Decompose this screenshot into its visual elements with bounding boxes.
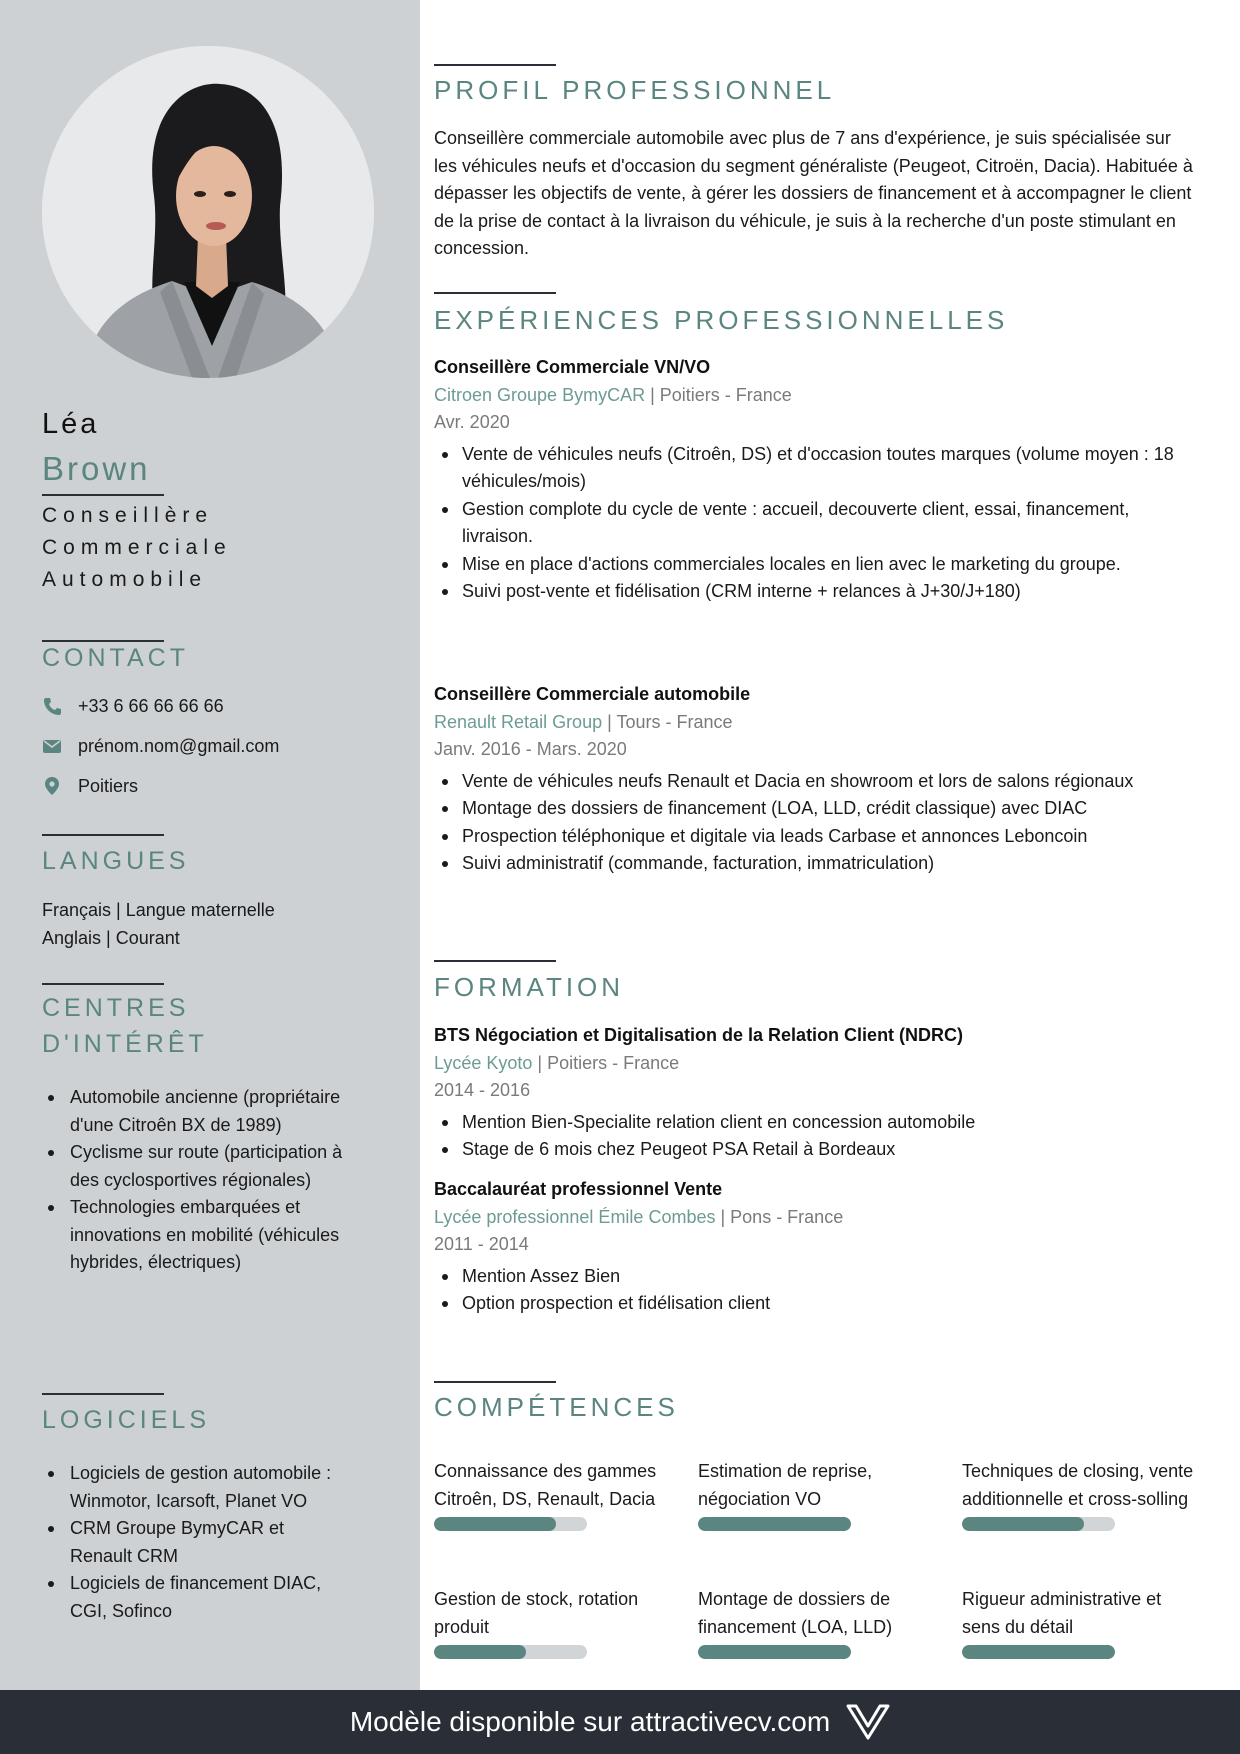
mail-icon (42, 736, 62, 756)
school-line (434, 1050, 1194, 1078)
job-dates: Janv. 2016 - Mars. 2020 (434, 739, 627, 759)
summary-text: Conseillère commerciale automobile avec plus de 7 ans d'expérience, je suis spécialisée sur les véhicules neufs et d'occasion du segment généraliste (Peugeot, Citroën, Dacia). Habituée à dépasser les objectifs de vente, à gérer les dossiers de financement et à accompagner le client de la prise de contact à la livraison du véhicule, je suis à la recherche d'un poste stimulant en concession. (434, 128, 1193, 258)
summary-heading: PROFIL PROFESSIONNEL (434, 75, 836, 105)
education-bullet: Mention Assez Bien (434, 1263, 1194, 1291)
job-bullet: Gestion complote du cycle de vente : accueil, decouverte client, essai, financement, livraison. (434, 496, 1194, 551)
skill-item (434, 1458, 666, 1531)
school-location: | Poitiers - France (532, 1052, 680, 1073)
skill-label: Rigueur administrative et sens du détail (962, 1589, 1162, 1637)
skill-label: Gestion de stock, rotation produit (434, 1589, 639, 1637)
job-bullet: Mise en place d'actions commerciales locales en lien avec le marketing du groupe. (434, 551, 1194, 579)
school-name: Lycée Kyoto (434, 1052, 533, 1073)
education-bullets (434, 1263, 1194, 1318)
language-item: Anglais | Courant (42, 928, 180, 948)
skill-item (434, 1586, 666, 1659)
skill-label: Techniques de closing, vente additionnelle et cross-solling (962, 1461, 1194, 1509)
portrait-illustration (42, 46, 374, 378)
first-name: Léa (42, 408, 100, 440)
skill-label: Connaissance des gammes Citroên, DS, Renault, Dacia (434, 1461, 657, 1509)
school-line (434, 1204, 1194, 1232)
skill-bar (434, 1517, 587, 1531)
skill-bar (962, 1645, 1115, 1659)
interests-heading-line: CENTRES (42, 994, 190, 1022)
attractivecv-logo-icon (846, 1704, 890, 1740)
phone-number[interactable]: +33 6 66 66 66 66 (78, 695, 224, 716)
education-entry (434, 1022, 1194, 1164)
company-line (434, 709, 1194, 737)
education-bullet: Option prospection et fidélisation client (434, 1290, 1194, 1318)
footer-banner (0, 1690, 1240, 1754)
software-heading: LOGICIELS (42, 1406, 210, 1434)
company-location: | Poitiers - France (645, 384, 792, 405)
job-bullet: Vente de véhicules neufs Renault et Dacia en showroom et lors de salons régionaux (434, 768, 1194, 796)
section-divider (434, 960, 556, 962)
interests-heading (42, 990, 392, 1062)
contact-heading: CONTACT (42, 644, 189, 672)
interest-item: Automobile ancienne (propriétaire d'une Citroên BX de 1989) (42, 1084, 362, 1139)
experience-entry (434, 354, 1194, 606)
skill-item (698, 1458, 930, 1531)
experience-entry (434, 681, 1194, 878)
skill-fill (698, 1645, 851, 1659)
education-bullet: Mention Bien-Specialite relation client en concession automobile (434, 1109, 1194, 1137)
job-title: Conseillère Commerciale VN/VO (434, 357, 711, 377)
contact-city (42, 766, 392, 806)
section-divider (434, 1381, 556, 1383)
job-dates: Avr. 2020 (434, 412, 510, 432)
job-bullet: Suivi post-vente et fidélisation (CRM interne + relances à J+30/J+180) (434, 578, 1194, 606)
contact-phone (42, 686, 392, 726)
software-list (42, 1460, 342, 1625)
skill-item (962, 1458, 1194, 1531)
skill-bar (962, 1517, 1115, 1531)
skill-bar (434, 1645, 587, 1659)
job-bullet: Prospection téléphonique et digitale via leads Carbase et annonces Leboncoin (434, 823, 1194, 851)
phone-icon (42, 696, 62, 716)
job-bullet: Vente de véhicules neufs (Citroên, DS) et d'occasion toutes marques (volume moyen : 18 véhicules/mois) (434, 441, 1194, 496)
skill-fill (698, 1517, 851, 1531)
section-divider (42, 1393, 164, 1395)
skill-bar (698, 1645, 851, 1659)
job-bullet: Suivi administratif (commande, facturation, immatriculation) (434, 850, 1194, 878)
skill-fill (434, 1517, 556, 1531)
interests-heading-line: D'INTÉRÊT (42, 1030, 208, 1058)
skill-item (962, 1586, 1194, 1659)
last-name: Brown (42, 450, 151, 487)
email-address[interactable]: prénom.nom@gmail.com (78, 735, 280, 756)
company-line (434, 382, 1194, 410)
footer-text[interactable]: Modèle disponible sur attractivecv.com (349, 1706, 831, 1737)
company-name: Citroen Groupe BymyCAR (434, 384, 646, 405)
experience-heading: EXPÉRIENCES PROFESSIONNELLES (434, 305, 1009, 335)
interest-item: Technologies embarquées et innovations en mobilité (véhicules hybrides, électriques) (42, 1194, 362, 1277)
education-entry (434, 1176, 1194, 1318)
software-item: CRM Groupe BymyCAR et Renault CRM (42, 1515, 342, 1570)
interests-list (42, 1084, 362, 1277)
software-item: Logiciels de financement DIAC, CGI, Sofinco (42, 1570, 342, 1625)
section-divider (42, 834, 164, 836)
section-divider (434, 64, 556, 66)
city: Poitiers (78, 775, 139, 796)
software-item: Logiciels de gestion automobile : Winmotor, Icarsoft, Planet VO (42, 1460, 342, 1515)
degree-title: BTS Négociation et Digitalisation de la Relation Client (NDRC) (434, 1025, 964, 1045)
job-title-line: Conseillère (42, 504, 214, 527)
education-dates: 2014 - 2016 (434, 1080, 531, 1100)
skill-label: Montage de dossiers de financement (LOA, LLD) (698, 1589, 893, 1637)
profile-photo (42, 46, 374, 378)
company-name: Renault Retail Group (434, 711, 603, 732)
company-location: | Tours - France (602, 711, 733, 732)
job-title (42, 500, 392, 596)
contact-email (42, 726, 392, 766)
education-bullet: Stage de 6 mois chez Peugeot PSA Retail à Bordeaux (434, 1136, 1194, 1164)
job-bullets (434, 441, 1194, 606)
language-item: Français | Langue maternelle (42, 900, 275, 920)
school-location: | Pons - France (715, 1206, 844, 1227)
skill-fill (434, 1645, 526, 1659)
job-title-line: Automobile (42, 568, 208, 591)
skill-bar (698, 1517, 851, 1531)
skills-heading: COMPÉTENCES (434, 1392, 679, 1422)
section-divider (434, 292, 556, 294)
languages-heading: LANGUES (42, 847, 190, 875)
school-name: Lycée professionnel Émile Combes (434, 1206, 716, 1227)
degree-title: Baccalauréat professionnel Vente (434, 1179, 723, 1199)
job-title: Conseillère Commerciale automobile (434, 684, 751, 704)
skill-fill (962, 1645, 1115, 1659)
job-title-line: Commerciale (42, 536, 232, 559)
education-bullets (434, 1109, 1194, 1164)
job-bullet: Montage des dossiers de financement (LOA, LLD, crédit classique) avec DIAC (434, 795, 1194, 823)
education-dates: 2011 - 2014 (434, 1234, 529, 1254)
languages-list (42, 896, 392, 952)
contact-list (42, 686, 392, 806)
job-bullets (434, 768, 1194, 878)
section-divider (42, 983, 164, 985)
location-pin-icon (42, 776, 62, 796)
interest-item: Cyclisme sur route (participation à des cyclosportives régionales) (42, 1139, 362, 1194)
skill-fill (962, 1517, 1084, 1531)
skill-item (698, 1586, 930, 1659)
skill-label: Estimation de reprise, négociation VO (698, 1461, 873, 1509)
name-divider (42, 494, 164, 496)
education-heading: FORMATION (434, 972, 625, 1002)
